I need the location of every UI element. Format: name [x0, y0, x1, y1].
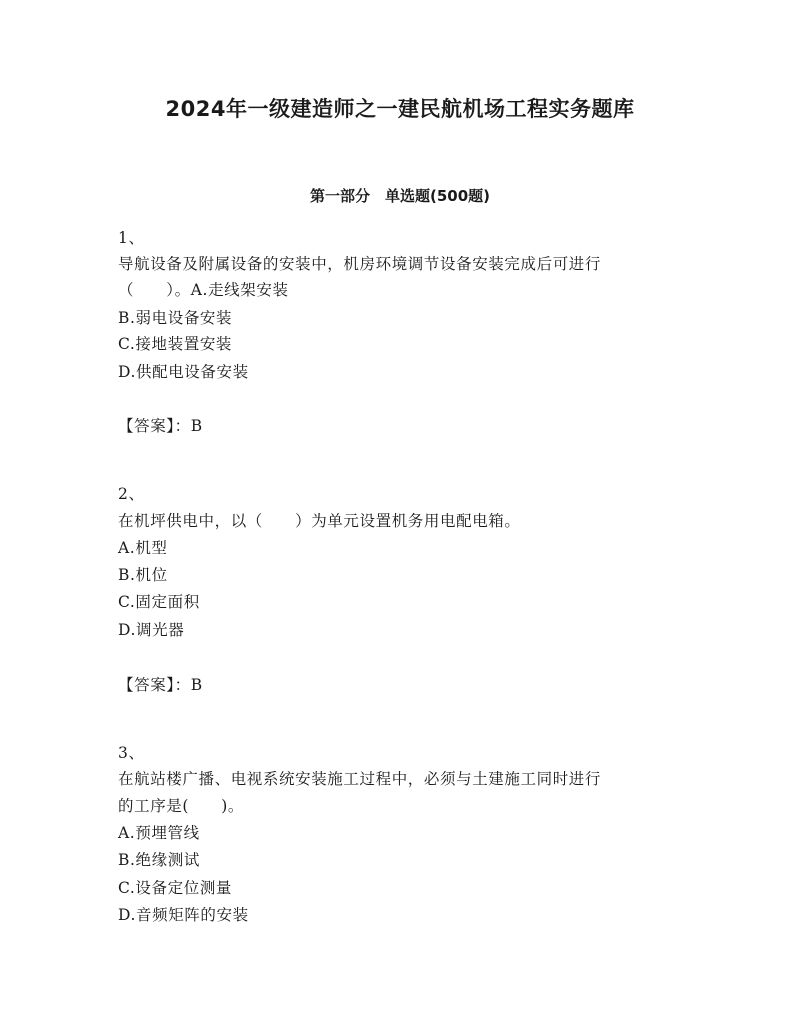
- question-1-stem-line-2: （ ）。A.走线架安装: [118, 281, 289, 299]
- question-1-option-b: B.弱电设备安装: [118, 309, 233, 327]
- section-title: 第一部分 单选题(500题): [309, 187, 491, 205]
- question-2-option-c: C.固定面积: [118, 593, 200, 611]
- question-2-option-b: B.机位: [118, 566, 168, 584]
- question-2-answer: 【答案】：B: [118, 676, 203, 694]
- question-2-number: 2、: [118, 485, 145, 503]
- question-2-option-a: A.机型: [118, 539, 168, 557]
- question-3-option-b: B.绝缘测试: [118, 851, 200, 869]
- question-1-option-c: C.接地装置安装: [118, 335, 233, 353]
- question-3-option-a: A.预埋管线: [118, 824, 200, 842]
- question-3-stem-line-1: 在航站楼广播、电视系统安装施工过程中，必须与土建施工同时进行: [118, 770, 602, 788]
- question-3-stem-line-2: 的工序是( )。: [118, 797, 244, 815]
- question-3-option-d: D.音频矩阵的安装: [118, 906, 249, 924]
- question-3-option-c: C.设备定位测量: [118, 879, 233, 897]
- document-title: 2024年一级建造师之一建民航机场工程实务题库: [165, 97, 635, 121]
- question-2-stem-line-1: 在机坪供电中，以（ ）为单元设置机务用电配电箱。: [118, 512, 521, 530]
- question-1-number: 1、: [118, 229, 145, 247]
- question-3-number: 3、: [118, 744, 145, 762]
- question-1-option-d: D.供配电设备安装: [118, 363, 249, 381]
- question-2-option-d: D.调光器: [118, 621, 185, 639]
- question-1-stem-line-1: 导航设备及附属设备的安装中，机房环境调节设备安装完成后可进行: [118, 255, 602, 273]
- question-1-answer: 【答案】：B: [118, 417, 203, 435]
